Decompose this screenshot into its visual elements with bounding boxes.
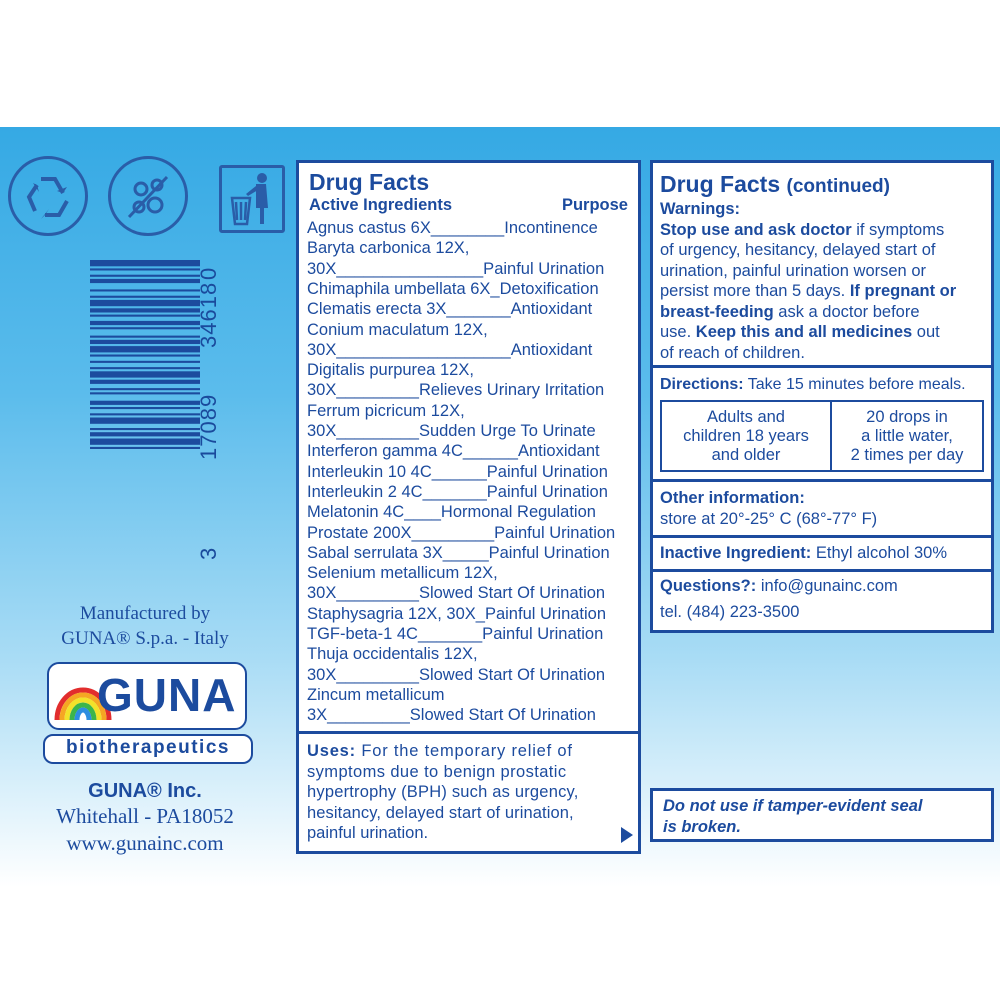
barcode-bar xyxy=(90,447,200,449)
barcode-bar xyxy=(90,418,200,424)
ingredient-line: Digitalis purpurea 12X, xyxy=(307,361,474,380)
barcode-bar xyxy=(90,346,200,352)
warning-breast-feeding: breast-feeding xyxy=(660,302,774,321)
ingredient-line: Interleukin 10 4C______Painful Urination xyxy=(307,462,608,481)
ingredient-line: Ferrum picricum 12X, xyxy=(307,401,465,420)
drug-facts-panel xyxy=(296,160,641,854)
dosage-amount-line-1: 20 drops in xyxy=(866,408,948,426)
barcode-bar xyxy=(90,439,200,445)
questions-phone: tel. (484) 223-3500 xyxy=(660,603,800,621)
logo-wordmark: GUNA xyxy=(97,669,237,721)
seal-line-1: Do not use if tamper-evident seal xyxy=(663,797,923,815)
barcode-bar xyxy=(90,388,200,390)
barcode-bar xyxy=(90,289,200,291)
warning-stop-use: Stop use and ask doctor xyxy=(660,220,852,239)
questions-email[interactable]: info@gunainc.com xyxy=(756,577,898,595)
directions-label: Directions: xyxy=(660,376,744,393)
barcode-lead-digit: 3 xyxy=(196,547,221,560)
ingredient-line: 30X___________________Antioxidant xyxy=(307,340,593,359)
drug-facts-title: Drug Facts xyxy=(309,169,430,195)
barcode-bar xyxy=(90,367,200,369)
inactive-text: Ethyl alcohol 30% xyxy=(811,544,948,562)
ingredient-line: 30X_________Relieves Urinary Irritation xyxy=(307,381,605,400)
seal-line-2: is broken. xyxy=(663,818,741,836)
ingredient-line: Conium maculatum 12X, xyxy=(307,320,488,339)
dosage-age-line-1: Adults and xyxy=(707,408,785,426)
barcode-bar xyxy=(90,315,200,317)
ingredient-line: Agnus castus 6X________Incontinence xyxy=(307,219,598,237)
directions-line xyxy=(660,376,966,394)
distributor-website[interactable]: www.gunainc.com xyxy=(66,831,224,855)
warning-line-2: of urgency, hesitancy, delayed start of xyxy=(660,241,936,259)
ingredient-line: Prostate 200X_________Painful Urination xyxy=(307,523,616,542)
barcode-bar xyxy=(90,407,200,409)
uses-line-3: hypertrophy (BPH) such as urgency, xyxy=(307,783,579,801)
uses-divider xyxy=(299,731,638,734)
barcode-bar xyxy=(90,268,200,270)
ingredient-line: 30X________________Painful Urination xyxy=(307,259,605,278)
dosage-amount-line-2: a little water, xyxy=(861,427,953,445)
eco-icon xyxy=(108,156,188,236)
warnings-section xyxy=(660,199,956,363)
warning-line-6: use. xyxy=(660,323,696,341)
warning-line-1: if symptoms xyxy=(851,220,945,239)
inactive-line xyxy=(660,544,947,563)
barcode-group-2: 34618 xyxy=(196,281,221,348)
barcode-bar xyxy=(90,279,200,283)
other-info-text: store at 20°-25° C (68°-77° F) xyxy=(660,510,878,528)
purpose-header: Purpose xyxy=(561,196,628,214)
distributor-name: GUNA® Inc. xyxy=(88,780,202,802)
uses-line-2: symptoms due to benign prostatic xyxy=(307,762,567,781)
ingredient-line: Melatonin 4C____Hormonal Regulation xyxy=(307,503,596,522)
ingredient-line: 30X_________Slowed Start Of Urination xyxy=(307,584,606,603)
questions-divider xyxy=(653,569,991,572)
ingredient-line: Zincum metallicum xyxy=(307,685,445,704)
barcode-bar xyxy=(90,380,200,384)
guna-logo xyxy=(47,662,247,730)
warning-line-5: ask a doctor before xyxy=(773,302,920,321)
dosage-table xyxy=(660,400,984,472)
warning-keep-away: Keep this and all medicines xyxy=(695,323,913,341)
ingredient-line: Interferon gamma 4C______Antioxidant xyxy=(307,442,600,461)
barcode-bar xyxy=(90,392,200,394)
barcode-bar xyxy=(90,321,200,325)
directions-divider xyxy=(653,365,991,368)
barcode-bar xyxy=(90,275,200,277)
ingredient-line: Baryta carbonica 12X, xyxy=(307,239,470,258)
continued-subtitle: (continued) xyxy=(786,176,890,197)
barcode-bar xyxy=(90,355,200,357)
warning-pregnant: If pregnant or xyxy=(849,282,957,300)
uses-label: Uses: xyxy=(307,742,356,760)
dosage-age-line-3: and older xyxy=(711,446,781,464)
drug-facts-continued-panel xyxy=(650,160,994,633)
inactive-label: Inactive Ingredient: xyxy=(660,544,812,562)
logo-tagline: biotherapeutics xyxy=(43,734,253,764)
uses-section xyxy=(307,741,579,844)
warnings-label: Warnings: xyxy=(660,200,741,218)
other-info-divider xyxy=(653,479,991,482)
ingredient-line: Thuja occidentalis 12X, xyxy=(307,645,478,664)
barcode-bar xyxy=(90,428,200,430)
barcode-bar xyxy=(90,413,200,415)
barcode-bar xyxy=(90,308,200,312)
ingredient-line: Chimaphila umbellata 6X_Detoxification xyxy=(307,279,599,298)
barcode-trail-digit: 0 xyxy=(196,267,221,280)
continued-title-text: Drug Facts xyxy=(660,171,781,197)
barcode-bar xyxy=(90,432,200,436)
warning-line-3: urination, painful urination worsen or xyxy=(660,261,926,280)
warning-line-6-rest: out xyxy=(912,323,940,341)
ingredient-line: 3X_________Slowed Start Of Urination xyxy=(307,706,596,725)
questions-line xyxy=(660,577,898,596)
manufactured-by: Manufactured by xyxy=(79,603,211,624)
continue-arrow-icon xyxy=(621,827,633,843)
barcode-bar xyxy=(90,327,200,329)
inactive-divider xyxy=(653,535,991,538)
barcode-bar xyxy=(90,260,200,266)
barcode-bar xyxy=(90,361,200,363)
ingredient-line: 30X_________Sudden Urge To Urinate xyxy=(307,422,596,440)
other-info-label: Other information: xyxy=(660,489,805,507)
distributor-address: Whitehall - PA18052 xyxy=(56,804,234,828)
active-ingredients-header: Active Ingredients xyxy=(309,196,453,214)
continued-title xyxy=(660,171,890,198)
barcode-bar xyxy=(90,296,200,298)
ingredient-line: Clematis erecta 3X_______Antioxidant xyxy=(307,300,593,319)
uses-line-4: hesitancy, delayed start of urination, xyxy=(307,803,574,822)
dosage-age-line-2: children 18 years xyxy=(683,427,809,445)
dosage-age-group xyxy=(662,408,830,465)
trash-bin-icon xyxy=(219,165,285,233)
ingredient-line: Selenium metallicum 12X, xyxy=(307,564,498,583)
warning-line-4: persist more than 5 days. xyxy=(660,282,850,300)
ingredient-line: Sabal serrulata 3X_____Painful Urination xyxy=(307,543,610,562)
barcode-bar xyxy=(90,340,200,344)
manufacturer-name: GUNA® S.p.a. - Italy xyxy=(61,628,229,649)
ingredient-line: 30X_________Slowed Start Of Urination xyxy=(307,665,606,684)
ingredient-line: Staphysagria 12X, 30X_Painful Urination xyxy=(307,604,607,623)
questions-label: Questions?: xyxy=(660,577,757,595)
dosage-amount xyxy=(832,408,982,465)
barcode-group-1: 17089 xyxy=(196,393,221,460)
barcode-bar xyxy=(90,401,200,405)
tamper-seal-warning xyxy=(650,788,994,842)
dosage-amount-line-3: 2 times per day xyxy=(850,446,964,464)
recycle-icon xyxy=(8,156,88,236)
uses-line-1: For the temporary relief of xyxy=(355,742,573,760)
warning-line-7: of reach of children. xyxy=(660,343,805,362)
ingredient-line: TGF-beta-1 4C_______Painful Urination xyxy=(307,625,604,643)
uses-line-5: painful urination. xyxy=(307,824,429,842)
ingredient-line: Interleukin 2 4C_______Painful Urination xyxy=(307,482,608,501)
directions-text: Take 15 minutes before meals. xyxy=(743,376,966,393)
barcode-bar xyxy=(90,336,200,338)
barcode-bar xyxy=(90,300,200,306)
barcode-bar xyxy=(90,371,200,377)
